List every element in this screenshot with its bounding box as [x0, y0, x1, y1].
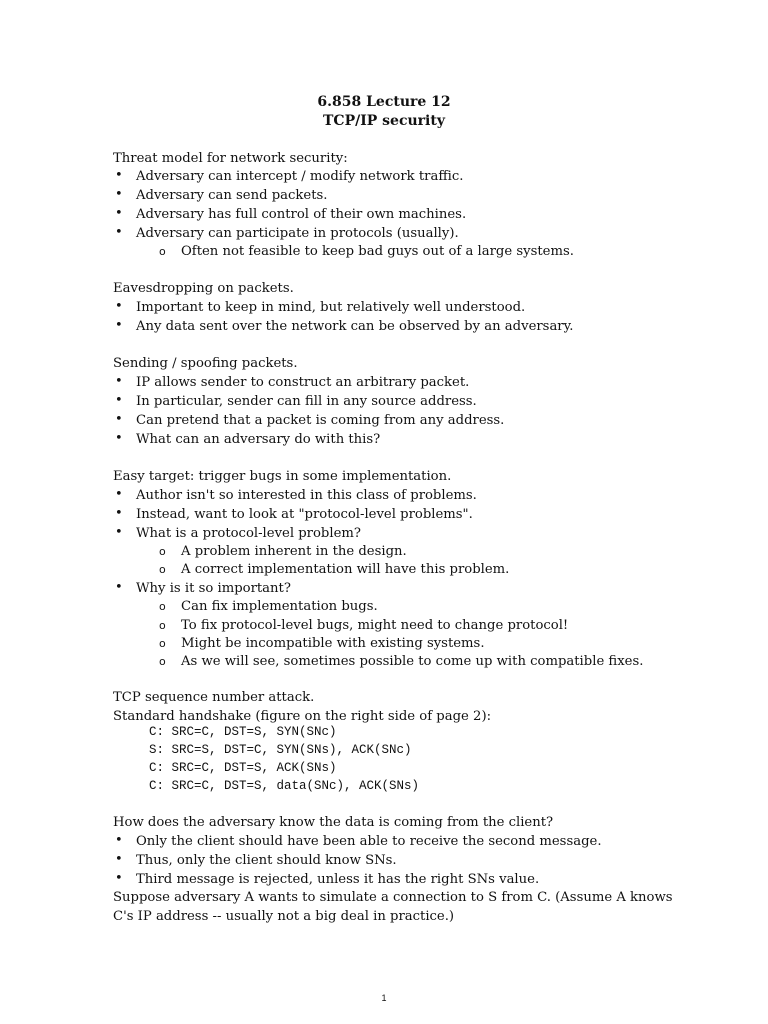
sub-bullet-marker: o: [159, 655, 166, 668]
sub-bullet-marker: o: [159, 545, 166, 558]
bullet-marker: •: [115, 168, 123, 183]
bullet-marker: •: [115, 431, 123, 446]
bullet-marker: •: [115, 374, 123, 389]
list-item: Instead, want to look at "protocol-level problems".: [136, 507, 473, 522]
code-line: C: SRC=C, DST=S, ACK(SNs): [149, 761, 337, 775]
list-item: Adversary can intercept / modify network traffic.: [136, 169, 464, 184]
list-item: Important to keep in mind, but relatively well understood.: [136, 300, 526, 315]
bullet-marker: •: [115, 506, 123, 521]
paragraph-line: C's IP address -- usually not a big deal in practice.): [113, 909, 455, 924]
list-item: Why is it so important?: [136, 581, 291, 596]
section-heading-eavesdropping: Eavesdropping on packets.: [113, 281, 294, 296]
sub-bullet-marker: o: [159, 600, 166, 613]
list-item: Any data sent over the network can be observed by an adversary.: [136, 319, 574, 334]
sub-list-item: Can fix implementation bugs.: [181, 599, 378, 614]
code-line: S: SRC=S, DST=C, SYN(SNs), ACK(SNc): [149, 743, 412, 757]
section-heading-spoofing: Sending / spoofing packets.: [113, 356, 298, 371]
list-item: Author isn't so interested in this class of problems.: [136, 488, 477, 503]
sub-list-item: Might be incompatible with existing systems.: [181, 636, 485, 651]
section-heading-easy-target: Easy target: trigger bugs in some implementation.: [113, 469, 452, 484]
sub-bullet-marker: o: [159, 563, 166, 576]
sub-list-item: A problem inherent in the design.: [181, 544, 407, 559]
section-heading-threat-model: Threat model for network security:: [113, 151, 348, 166]
bullet-marker: •: [115, 871, 123, 886]
list-item: Can pretend that a packet is coming from any address.: [136, 413, 505, 428]
sub-bullet-marker: o: [159, 619, 166, 632]
sub-list-item: To fix protocol-level bugs, might need to change protocol!: [181, 618, 569, 633]
bullet-marker: •: [115, 318, 123, 333]
lecture-title: TCP/IP security: [323, 113, 445, 129]
sub-list-item: A correct implementation will have this problem.: [181, 562, 510, 577]
section-subheading-handshake: Standard handshake (figure on the right side of page 2):: [113, 709, 492, 724]
section-heading-question: How does the adversary know the data is coming from the client?: [113, 815, 554, 830]
sub-bullet-marker: o: [159, 637, 166, 650]
list-item: Third message is rejected, unless it has the right SNs value.: [136, 872, 540, 887]
sub-list-item: Often not feasible to keep bad guys out of a large systems.: [181, 244, 574, 259]
section-heading-tcp-attack: TCP sequence number attack.: [113, 690, 315, 705]
code-line: C: SRC=C, DST=S, data(SNc), ACK(SNs): [149, 779, 420, 793]
bullet-marker: •: [115, 225, 123, 240]
bullet-marker: •: [115, 525, 123, 540]
sub-bullet-marker: o: [159, 245, 166, 258]
list-item: Only the client should have been able to receive the second message.: [136, 834, 602, 849]
list-item: Thus, only the client should know SNs.: [136, 853, 397, 868]
list-item: Adversary has full control of their own machines.: [136, 207, 467, 222]
bullet-marker: •: [115, 833, 123, 848]
bullet-marker: •: [115, 187, 123, 202]
list-item: In particular, sender can fill in any source address.: [136, 394, 477, 409]
bullet-marker: •: [115, 487, 123, 502]
list-item: What is a protocol-level problem?: [136, 526, 361, 541]
bullet-marker: •: [115, 412, 123, 427]
paragraph-line: Suppose adversary A wants to simulate a connection to S from C. (Assume A knows: [113, 890, 673, 905]
sub-list-item: As we will see, sometimes possible to come up with compatible fixes.: [181, 654, 644, 669]
bullet-marker: •: [115, 206, 123, 221]
bullet-marker: •: [115, 580, 123, 595]
page-number: 1: [381, 993, 387, 1003]
code-line: C: SRC=C, DST=S, SYN(SNc): [149, 725, 337, 739]
list-item: IP allows sender to construct an arbitrary packet.: [136, 375, 470, 390]
bullet-marker: •: [115, 852, 123, 867]
list-item: What can an adversary do with this?: [136, 432, 381, 447]
lecture-number: 6.858 Lecture 12: [317, 94, 451, 110]
list-item: Adversary can participate in protocols (usually).: [136, 226, 459, 241]
list-item: Adversary can send packets.: [136, 188, 328, 203]
bullet-marker: •: [115, 299, 123, 314]
bullet-marker: •: [115, 393, 123, 408]
